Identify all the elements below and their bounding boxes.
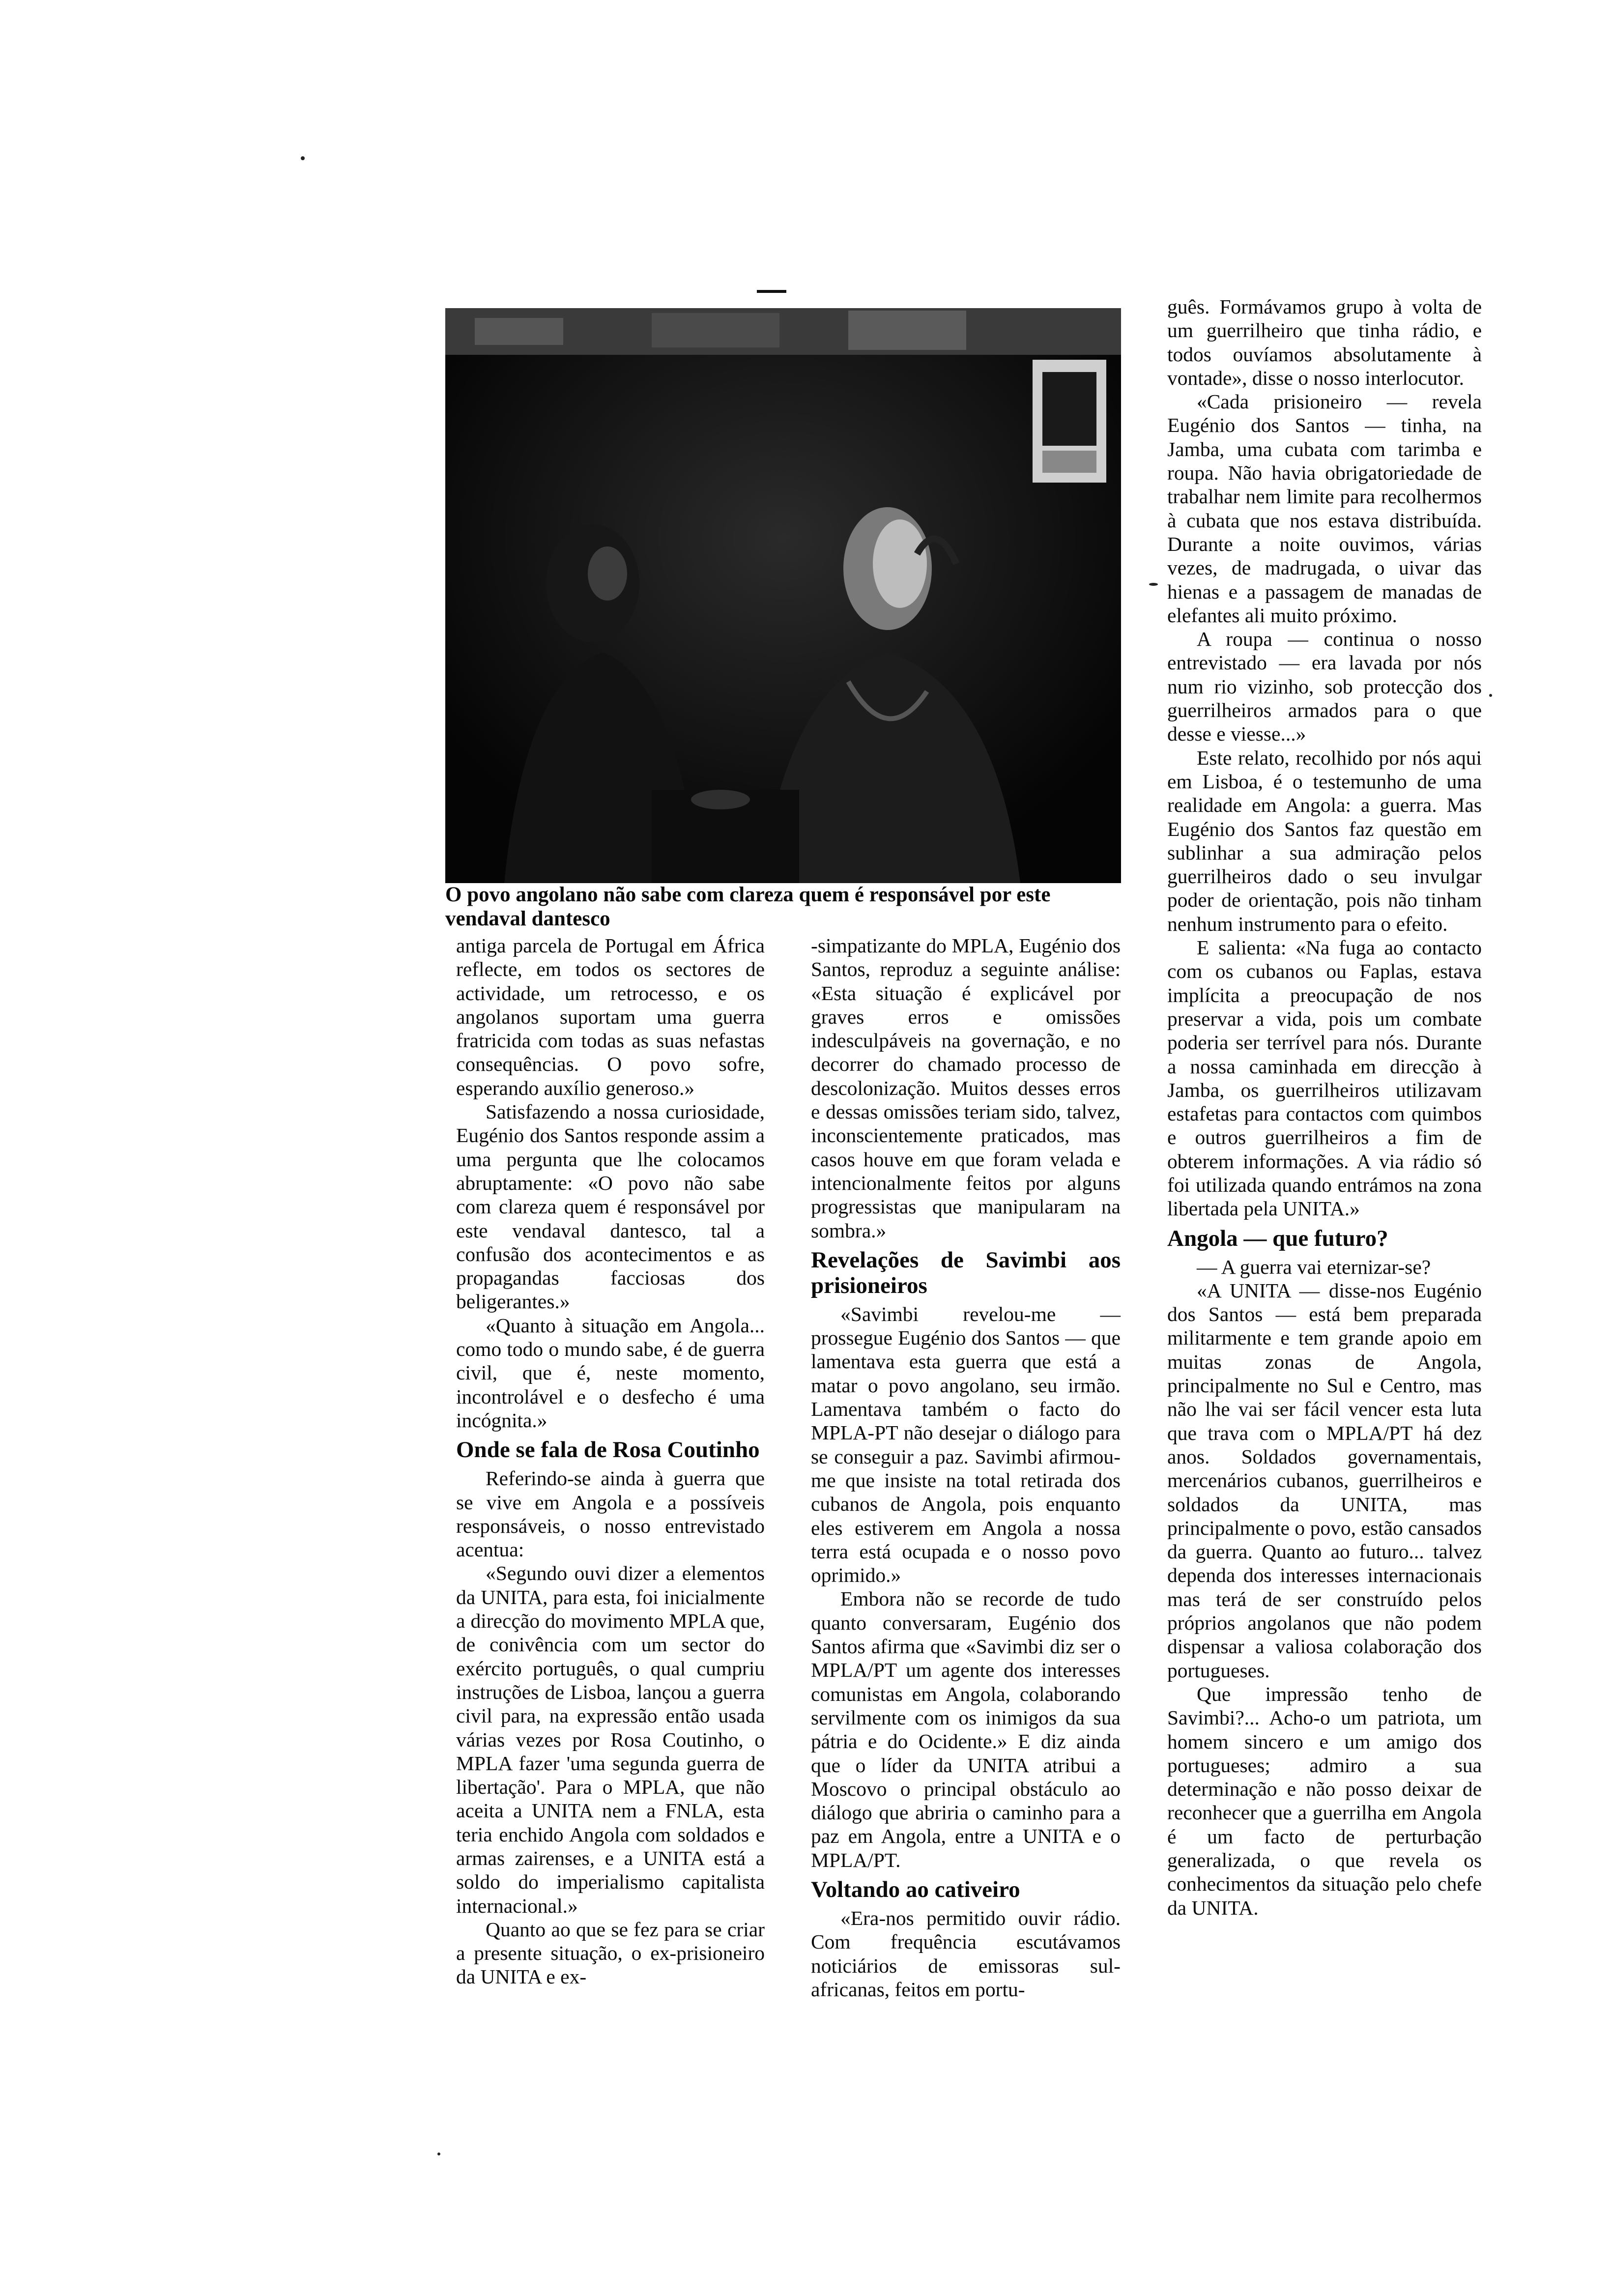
paragraph: Satisfazendo a nossa curiosidade, Eugénio dos Santos responde assim a uma pergunta que lhe colocamos abruptamente: «O povo não sabe com clareza quem é responsável por este vendaval dantesco, tal a confusão dos acontecimentos e as propagandas facciosas dos beligerantes.»: [456, 1100, 765, 1313]
scan-speck: [1489, 694, 1492, 697]
section-heading: Revelações de Savimbi aos prisioneiros: [811, 1247, 1121, 1298]
scan-speck: [437, 2152, 440, 2155]
column-2: [811, 934, 1121, 2001]
paragraph: A roupa — continua o nosso entrevistado — era lavada por nós num rio vizinho, sob protecção dos guerrilheiros armados para o que desse e viesse...»: [1167, 628, 1482, 746]
paragraph: antiga parcela de Portugal em África reflecte, em todos os sectores de actividade, um retrocesso, e os angolanos suportam uma guerra fratricida com todas as suas nefastas consequências. O povo sofre, esperando auxílio generoso.»: [456, 934, 765, 1099]
section-heading: Voltando ao cativeiro: [811, 1876, 1020, 1902]
paragraph: guês. Formávamos grupo à volta de um guerrilheiro que tinha rádio, e todos ouvíamos absolutamente à vontade», disse o nosso interlocutor.: [1167, 295, 1482, 389]
paragraph: «A UNITA — disse-nos Eugénio dos Santos — está bem preparada militarmente e tem grande apoio em muitas zonas de Angola, principalmente no Sul e Centro, mas não lhe vai ser fácil vencer esta luta que trava com o MPLA/PT há dez anos. Soldados governamentais, mercenários cubanos, guerrilheiros e soldados da UNITA, mas principalmente o povo, estão cansados da guerra. Quanto ao futuro... talvez dependa dos interesses internacionais mas terá de ser construído pelos próprios angolanos que não podem dispensar a valiosa colaboração dos portugueses.: [1167, 1279, 1482, 1682]
column-1: [456, 934, 765, 1989]
paragraph: Este relato, recolhido por nós aqui em Lisboa, é o testemunho de uma realidade em Angola: a guerra. Mas Eugénio dos Santos faz questão em sublinhar a sua admiração pelos guerrilheiros dado o seu invulgar poder de orientação, pois não tinham nenhum instrumento para o efeito.: [1167, 746, 1482, 935]
paragraph: Quanto ao que se fez para se criar a presente situação, o ex-prisioneiro da UNITA e ex-: [456, 1918, 765, 1988]
paragraph: «Savimbi revelou-me — prossegue Eugénio dos Santos — que lamentava esta guerra que está a matar o povo angolano, seu irmão. Lamentava também o facto do MPLA-PT não desejar o diálogo para se conseguir a paz. Savimbi afirmou-me que insiste na total retirada dos cubanos de Angola, pois enquanto eles estiverem em Angola a nossa terra está ocupada e o nosso povo oprimido.»: [811, 1302, 1121, 1587]
scan-speck: [1149, 583, 1158, 586]
paragraph: Referindo-se ainda à guerra que se vive em Angola e a possíveis responsáveis, o nosso entrevistado acentua:: [456, 1467, 765, 1561]
paragraph: Embora não se recorde de tudo quanto conversaram, Eugénio dos Santos afirma que «Savimbi diz ser o MPLA/PT um agente dos interesses comunistas em Angola, colaborando servilmente com os inimigos da sua pátria e do Ocidente.» E diz ainda que o líder da UNITA atribui a Moscovo o principal obstáculo ao diálogo que abriria o caminho para a paz em Angola, entre a UNITA e o MPLA/PT.: [811, 1587, 1121, 1871]
section-heading: Angola — que futuro?: [1167, 1225, 1388, 1251]
column-3: [1167, 295, 1482, 1920]
paragraph: -simpatizante do MPLA, Eugénio dos Santos, reproduz a seguinte análise: «Esta situação é explicável por graves erros e omissões indesculpáveis na governação, e no decorrer do chamado processo de descolonização. Muitos desses erros e dessas omissões teriam sido, talvez, inconscientemente praticados, mas casos houve em que foram velada e intencionalmente feitos por alguns progressistas que manipularam na sombra.»: [811, 934, 1121, 1242]
paragraph: «Quanto à situação em Angola... como todo o mundo sabe, é de guerra civil, que é, neste momento, incontrolável e o desfecho é uma incógnita.»: [456, 1314, 765, 1432]
paragraph: «Era-nos permitido ouvir rádio. Com frequência escutávamos noticiários de emissoras sul-africanas, feitos em portu-: [811, 1906, 1121, 2001]
paragraph: Que impressão tenho de Savimbi?... Acho-o um patriota, um homem sincero e um amigo dos portugueses; admiro a sua determinação e não posso deixar de reconhecer que a guerrilha em Angola é um facto de perturbação generalizada, o que revela os conhecimentos da situação pelo chefe da UNITA.: [1167, 1682, 1482, 1919]
section-heading: Onde se fala de Rosa Coutinho: [456, 1437, 760, 1463]
photo-icon: [445, 308, 1121, 883]
photo-caption: O povo angolano não sabe com clareza quem é responsável por este vendaval dantesco: [445, 883, 1051, 930]
paragraph: E salienta: «Na fuga ao contacto com os cubanos ou Faplas, estava implícita a preocupação de nos preservar a vida, pois um combate poderia ser terrível para nós. Durante a nossa caminhada em direcção à Jamba, os guerrilheiros utilizavam estafetas para contactos com quimbos e outros guerrilheiros a fim de obterem informações. A via rádio só foi utilizada quando entrámos na zona libertada pela UNITA.»: [1167, 936, 1482, 1220]
interview-photo: [445, 308, 1121, 883]
top-rule: [757, 290, 786, 293]
paragraph: — A guerra vai eternizar-se?: [1197, 1255, 1431, 1278]
paragraph: «Segundo ouvi dizer a elementos da UNITA, para esta, foi inicialmente a direcção do movimento MPLA que, de conivência com um sector do exército português, o qual cumpriu instruções de Lisboa, lançou a guerra civil para, na expressão então usada várias vezes por Rosa Coutinho, o MPLA fazer 'uma segunda guerra de libertação'. Para o MPLA, que não aceita a UNITA nem a FNLA, esta teria enchido Angola com soldados e armas zairenses, e a UNITA está a soldo do imperialismo capitalista internacional.»: [456, 1562, 765, 1917]
paragraph: «Cada prisioneiro — revela Eugénio dos Santos — tinha, na Jamba, uma cubata com tarimba e roupa. Não havia obrigatoriedade de trabalhar nem limite para recolhermos à cubata que nos estava distribuída. Durante a noite ouvimos, várias vezes, de madrugada, o uivar das hienas e a passagem de manadas de elefantes ali muito próximo.: [1167, 390, 1482, 627]
scan-speck: [301, 156, 305, 160]
